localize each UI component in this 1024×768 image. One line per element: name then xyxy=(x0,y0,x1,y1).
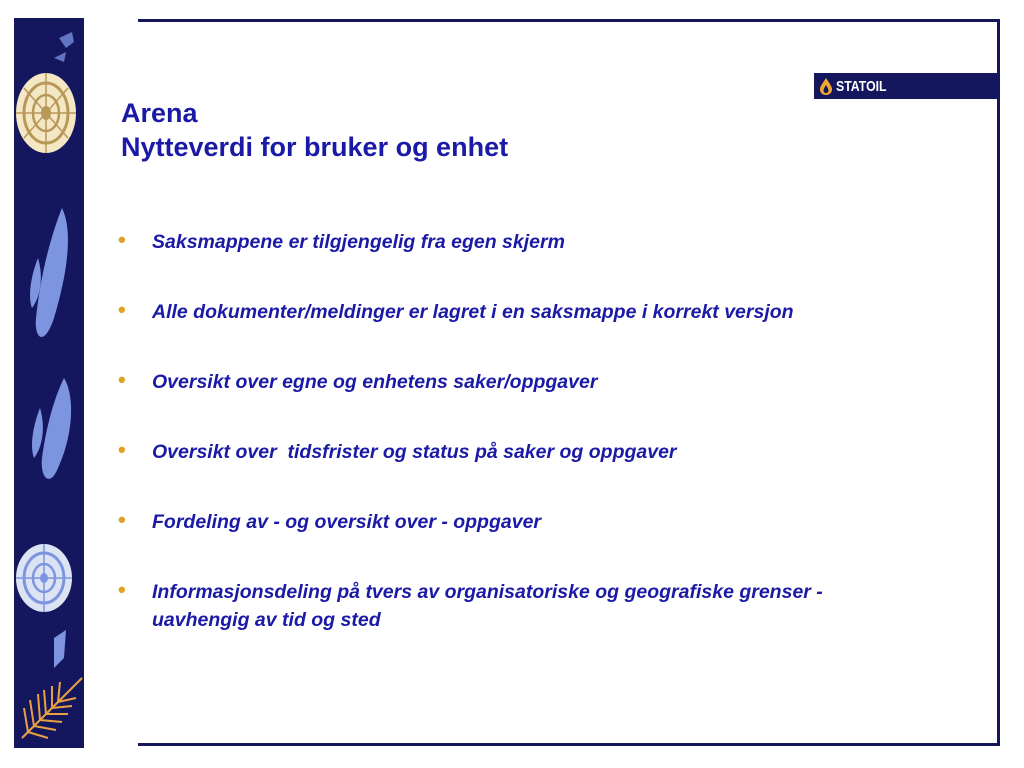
bullet-item xyxy=(118,368,978,396)
decorative-artwork xyxy=(14,18,84,748)
bullet-list xyxy=(118,228,978,676)
fish-icon xyxy=(54,630,66,668)
bullet-item xyxy=(118,228,978,256)
logo-text: STATOIL xyxy=(836,77,887,95)
frame-top-line xyxy=(138,19,1000,22)
bullet-text: Oversikt over egne og enhetens saker/oppgaver xyxy=(152,371,598,393)
bullet-marker: • xyxy=(118,297,126,322)
bullet-text: Fordeling av - og oversikt over - oppgaver xyxy=(152,511,542,533)
bullet-text: Saksmappene er tilgjengelig fra egen skjerm xyxy=(152,231,565,253)
bullet-marker: • xyxy=(118,437,126,462)
statoil-logo xyxy=(814,73,1000,99)
bullet-marker: • xyxy=(118,577,126,602)
bullet-marker: • xyxy=(118,227,126,252)
title-line-2: Nytteverdi for bruker og enhet xyxy=(121,132,509,162)
bullet-marker: • xyxy=(118,367,126,392)
flame-drop-icon xyxy=(820,78,832,95)
bullet-item xyxy=(118,578,912,634)
bullet-marker: • xyxy=(118,507,126,532)
bullet-item xyxy=(118,298,978,326)
bullet-text: Alle dokumenter/meldinger er lagret i en saksmappe i korrekt versjon xyxy=(152,301,794,323)
title-line-1: Arena xyxy=(121,98,198,128)
bullet-item xyxy=(118,508,978,536)
bullet-text: Informasjonsdeling på tvers av organisatoriske og geografiske grenser - uavhengig av tid og sted xyxy=(152,581,823,631)
shell-icon xyxy=(16,73,76,153)
slide-title xyxy=(121,96,508,164)
shell-icon xyxy=(16,544,72,612)
frame-bottom-line xyxy=(138,743,1000,746)
bullet-text: Oversikt over tidsfrister og status på saker og oppgaver xyxy=(152,441,677,463)
frame-right-line xyxy=(997,19,1000,746)
fish-icon xyxy=(54,32,74,62)
fish-icon xyxy=(30,208,71,479)
decorative-side-strip xyxy=(14,18,84,748)
fern-leaf-icon xyxy=(22,678,82,738)
bullet-item xyxy=(118,438,978,466)
